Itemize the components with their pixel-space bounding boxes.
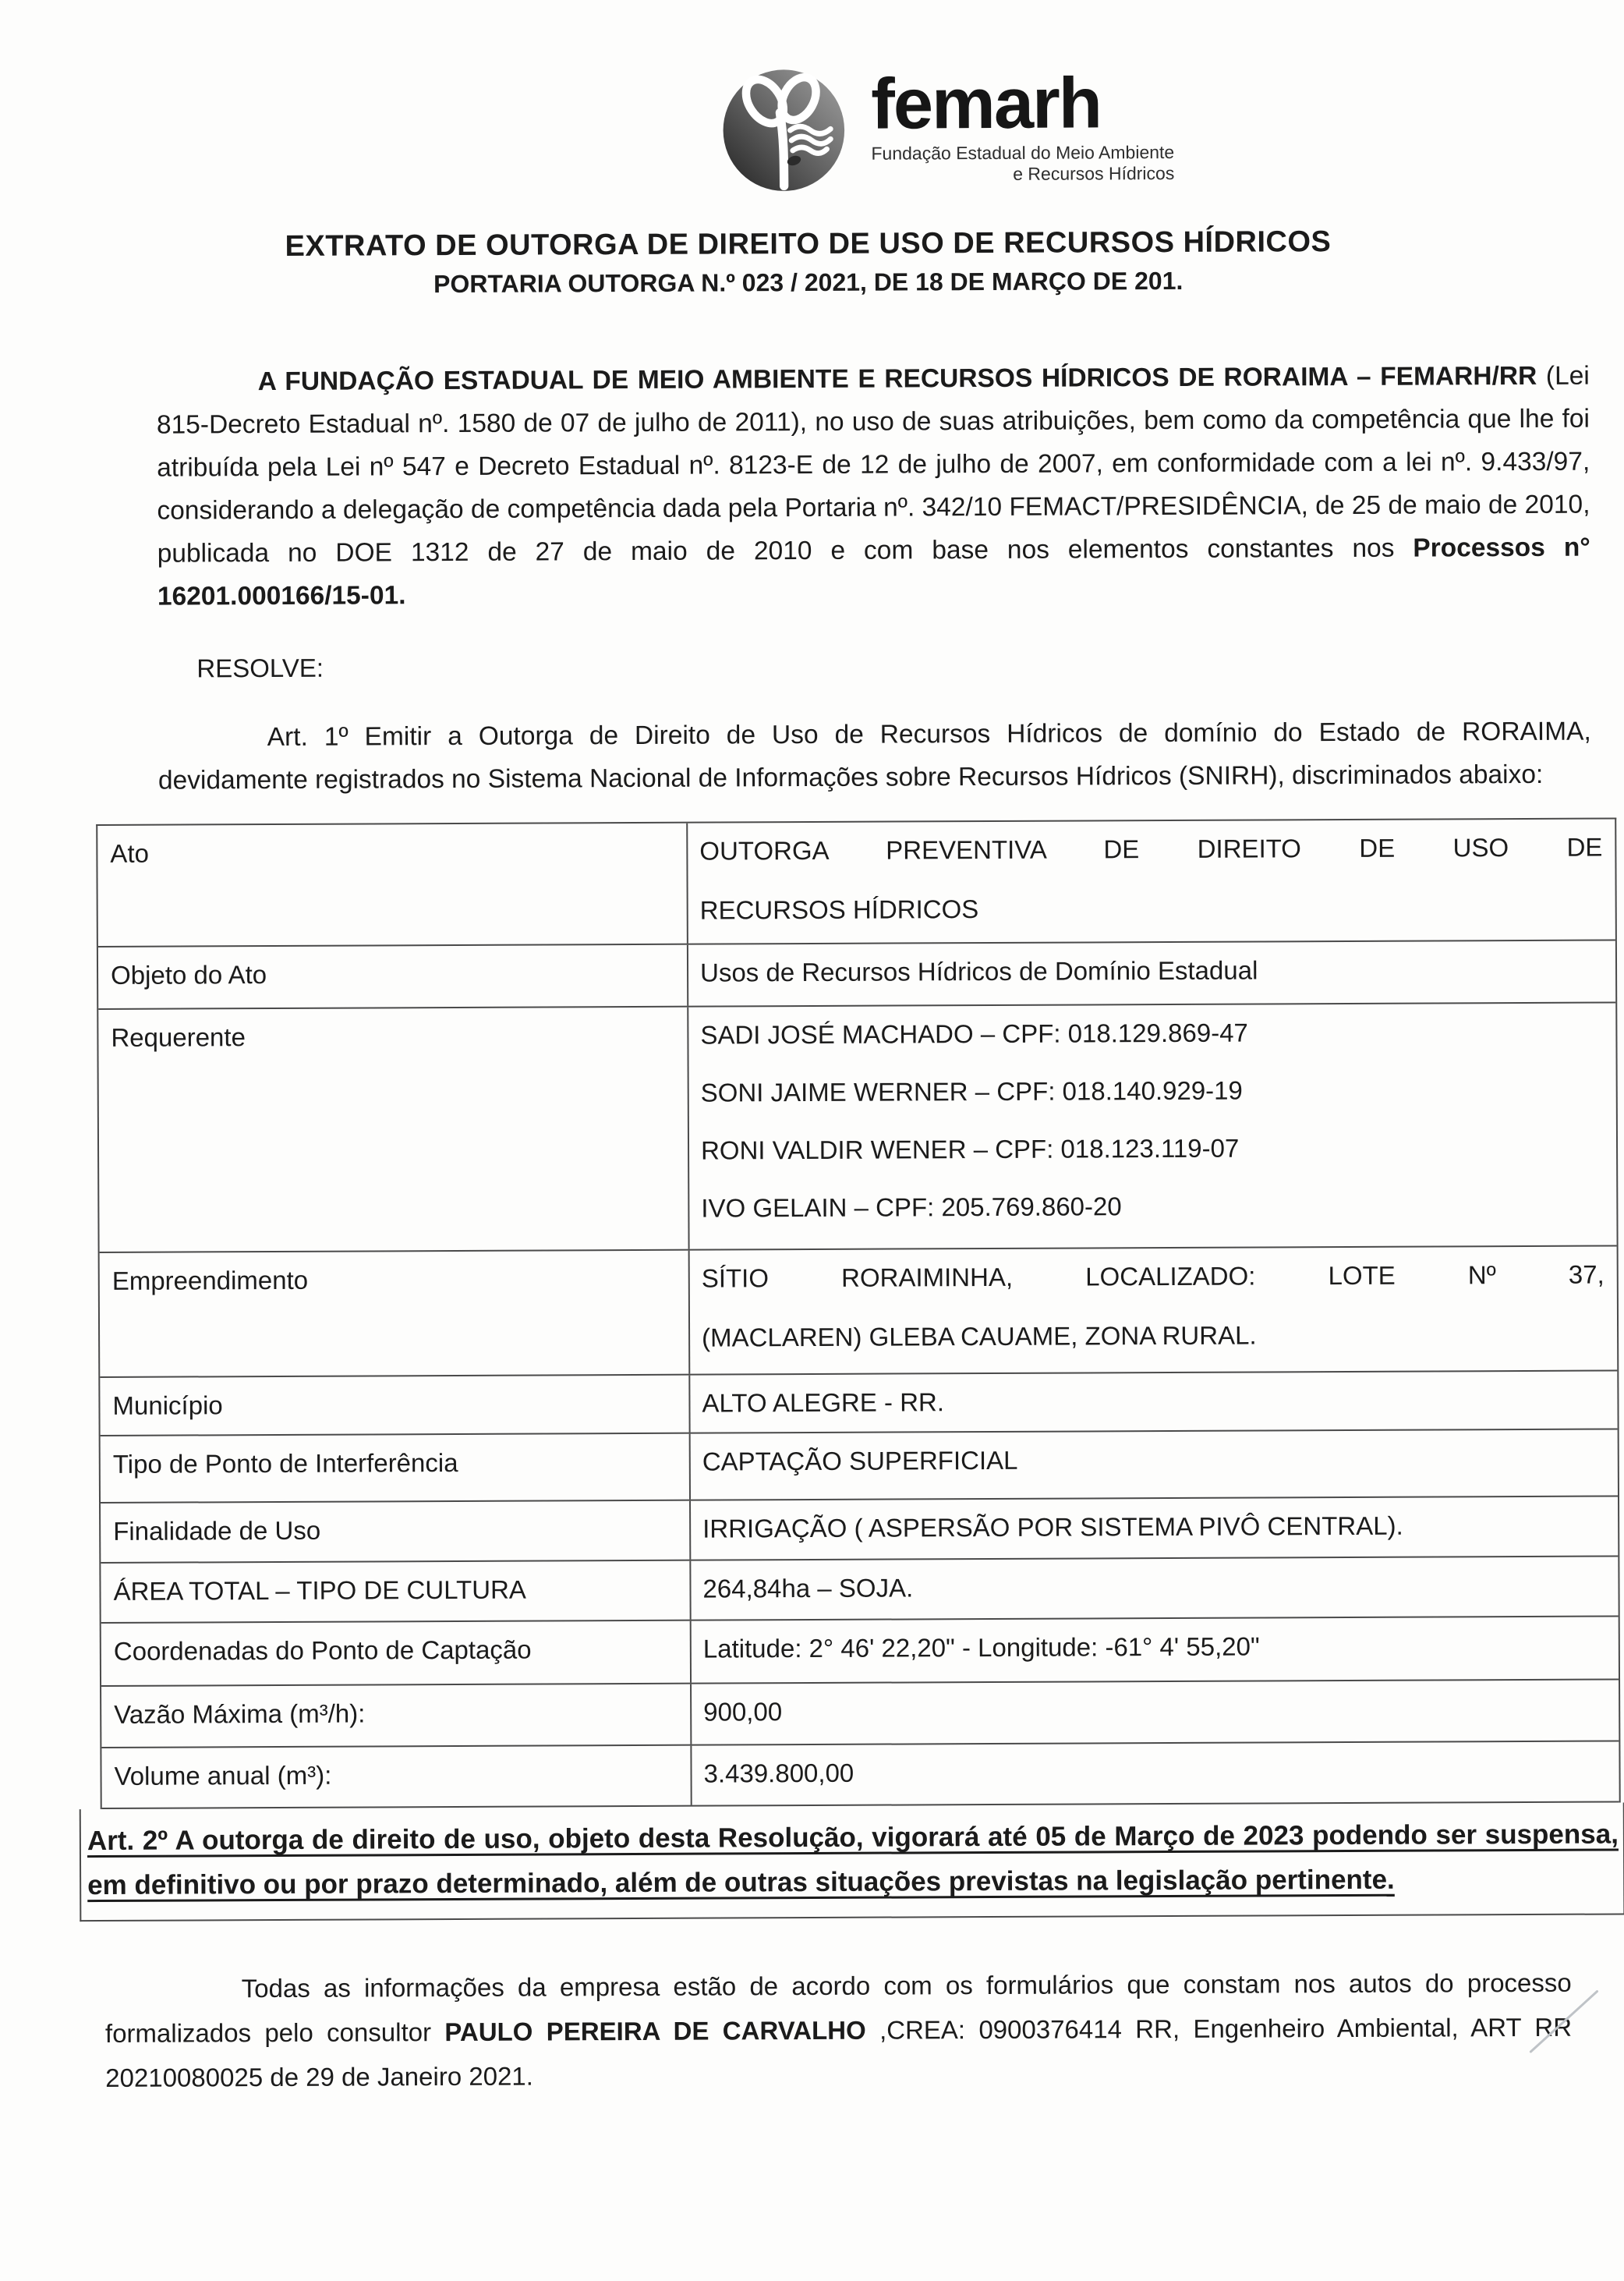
preamble-body: (Lei 815-Decreto Estadual nº. 1580 de 07 de julho de 2011), no uso de suas atribuições, bem como da competência que lhe foi atribuída pela Lei nº 547 e Decreto Estadual nº. 8123-E de 12 de julho de 2007, em conformidade com a lei nº. 9.433/97, considerando a delegação de competência dada pela Portaria nº. 342/10 FEMACT/PRESIDÊNCIA, de 25 de maio de 2010, publicada no DOE 1312 de 27 de maio de 2010 e com base nos elementos constantes nos [156, 361, 1590, 568]
row-value-line: (MACLAREN) GLEBA CAUAME, ZONA RURAL. [702, 1320, 1257, 1352]
row-value [688, 1246, 1618, 1373]
logo-subtitle [871, 142, 1174, 186]
table-row [101, 1496, 1618, 1563]
row-value [687, 941, 1615, 1006]
logo-wordmark: femarh [870, 63, 1102, 144]
row-value-line: SÍTIO RORAIMINHA, LOCALIZADO: LOTE Nº 37, [701, 1259, 1605, 1293]
logo-text-block [870, 63, 1175, 186]
table-row [101, 1741, 1619, 1808]
row-value [686, 820, 1615, 944]
row-label: ÁREA TOTAL – TIPO DE CULTURA [113, 1574, 526, 1606]
closing-consultant-name: PAULO PEREIRA DE CARVALHO [444, 2015, 866, 2047]
preamble-process-number: Processos n° 16201.000166/15-01. [157, 533, 1590, 611]
row-value [689, 1429, 1618, 1499]
row-value-line: OUTORGA PREVENTIVA DE DIREITO DE USO DE [699, 832, 1603, 866]
row-label: Município [112, 1390, 223, 1420]
logo-subtitle-line1: Fundação Estadual do Meio Ambiente [871, 141, 1175, 164]
logo-subtitle-line2: e Recursos Hídricos [1013, 162, 1175, 184]
row-value-line: SADI JOSÉ MACHADO – CPF: 018.129.869-47 [700, 1018, 1248, 1050]
document-title: EXTRATO DE OUTORGA DE DIREITO DE USO DE RECURSOS HÍDRICOS [285, 225, 1332, 263]
closing-after: ,CREA: 0900376414 RR, Engenheiro Ambiental, ART RR 20210080025 de 29 de Janeiro 2021. [105, 2012, 1573, 2092]
table-row [98, 1004, 1616, 1253]
row-value-line: 3.439.800,00 [703, 1758, 854, 1788]
row-value-line: 264,84ha – SOJA. [702, 1573, 914, 1603]
preamble-bold-intro: A FUNDAÇÃO ESTADUAL DE MEIO AMBIENTE E RECURSOS HÍDRICOS DE RORAIMA – FEMARH/RR [257, 361, 1537, 397]
row-label: Requerente [111, 1022, 246, 1052]
table-row [101, 1557, 1618, 1623]
row-value [690, 1617, 1619, 1682]
table-row [101, 1617, 1619, 1686]
row-value [689, 1557, 1618, 1619]
row-label: Finalidade de Uso [113, 1515, 321, 1546]
row-value [687, 1004, 1616, 1249]
row-value [688, 1371, 1617, 1432]
row-value-line: ALTO ALEGRE - RR. [702, 1387, 945, 1418]
table-row [101, 1429, 1618, 1503]
femarh-logo-icon [716, 67, 851, 194]
row-value-line: IVO GELAIN – CPF: 205.769.860-20 [701, 1192, 1122, 1223]
row-label: Ato [110, 838, 150, 868]
row-label: Objeto do Ato [110, 960, 267, 990]
resolve-label: RESOLVE: [196, 653, 324, 683]
row-value-line: 900,00 [703, 1697, 783, 1727]
preamble-paragraph [157, 355, 1590, 618]
table-row [100, 1371, 1617, 1436]
row-value-line: RECURSOS HÍDRICOS [699, 894, 979, 925]
row-value-line: RONI VALDIR WENER – CPF: 018.123.119-07 [700, 1133, 1240, 1165]
document-subtitle: PORTARIA OUTORGA N.º 023 / 2021, DE 18 DE MARÇO DE 201. [433, 266, 1184, 299]
outorga-table [96, 817, 1620, 1808]
row-label: Volume anual (m³): [114, 1760, 332, 1790]
row-value [690, 1680, 1619, 1744]
row-label: Coordenadas do Ponto de Captação [113, 1635, 532, 1666]
row-label: Empreendimento [111, 1265, 309, 1295]
article2-paragraph: Art. 2º A outorga de direito de uso, objeto desta Resolução, vigorará até 05 de Março de 2023 podendo ser suspensa, em definitivo ou por prazo determinado, além de outras situações previstas na legislação pertinente. [87, 1819, 1619, 1901]
row-label: Vazão Máxima (m³/h): [114, 1698, 366, 1729]
row-value-line: Usos de Recursos Hídricos de Domínio Estadual [699, 955, 1258, 987]
closing-before: Todas as informações da empresa estão de acordo com os formulários que constam nos autos do processo formalizados pelo consultor [104, 1968, 1572, 2048]
row-value [690, 1741, 1619, 1805]
table-row [100, 1246, 1618, 1377]
table-row [101, 1680, 1619, 1748]
closing-paragraph [105, 1960, 1573, 2100]
row-value-line: CAPTAÇÃO SUPERFICIAL [702, 1445, 1018, 1476]
row-value [689, 1496, 1618, 1559]
table-row [97, 820, 1615, 947]
row-label: Tipo de Ponto de Interferência [112, 1447, 458, 1479]
femarh-logo [716, 63, 1620, 206]
row-value-line: SONI JAIME WERNER – CPF: 018.140.929-19 [700, 1075, 1243, 1107]
article1-paragraph: Art. 1º Emitir a Outorga de Direito de Uso de Recursos Hídricos de domínio do Estado de RORAIMA, devidamente registrados no Sistema Nacional de Informações sobre Recursos Hídricos (SNIRH), discriminados abaixo: [157, 717, 1591, 795]
table-row [98, 941, 1615, 1010]
row-value-line: Latitude: 2° 46' 22,20" - Longitude: -61° 4' 55,20" [702, 1631, 1260, 1663]
row-value-line: IRRIGAÇÃO ( ASPERSÃO POR SISTEMA PIVÔ CENTRAL). [702, 1511, 1403, 1543]
article2-box [80, 1802, 1624, 1921]
